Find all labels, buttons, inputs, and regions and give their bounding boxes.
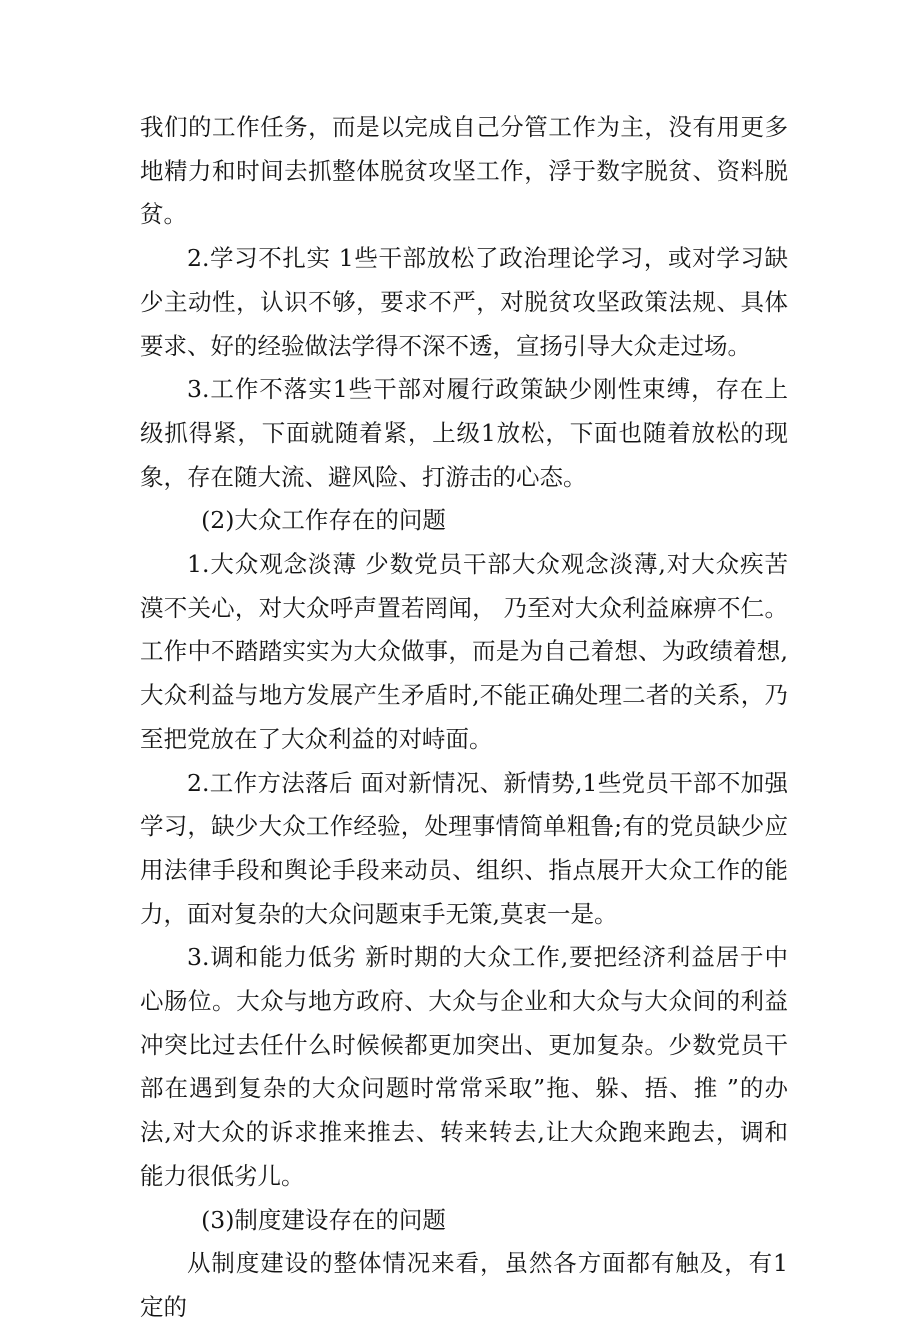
paragraph-mass-concept: 1.大众观念淡薄 少数党员干部大众观念淡薄,对大众疾苦漠不关心，对大众呼声置若罔闻， 乃至对大众利益麻痹不仁。工作中不踏踏实实为大众做事，而是为自己着想、为政绩着想,大众利益与地方发展产生矛盾时,不能正确处理二者的关系，乃至把党放在了大众利益的对峙面。 [140, 550, 788, 753]
document-body [140, 106, 788, 1330]
paragraph-work-implementation: 3.工作不落实1些干部对履行政策缺少刚性束缚，存在上级抓得紧，下面就随着紧，上级1放松，下面也随着放松的现象，存在随大流、避风险、打游击的心态。 [140, 375, 788, 491]
paragraph-study: 2.学习不扎实 1些干部放松了政治理论学习，或对学习缺少主动性，认识不够，要求不严，对脱贫攻坚政策法规、具体要求、好的经验做法学得不深不透，宣扬引导大众走过场。 [140, 244, 788, 360]
section-heading-system-building: (3)制度建设存在的问题 [201, 1205, 446, 1234]
paragraph-coordination: 3.调和能力低劣 新时期的大众工作,要把经济利益居于中心肠位。大众与地方政府、大众与企业和大众与大众间的利益冲突比过去任什么时候候都更加突出、更加复杂。少数党员干部在遇到复杂的大众问题时常常采取”拖、躲、捂、推 ”的办法,对大众的诉求推来推去、转来转去,让大众跑来跑去，调和能力很低劣儿。 [140, 943, 788, 1190]
section-heading-mass-work: (2)大众工作存在的问题 [201, 506, 446, 535]
paragraph-work-method: 2.工作方法落后 面对新情况、新情势,1些党员干部不加强学习，缺少大众工作经验，处理事情简单粗鲁;有的党员缺少应用法律手段和舆论手段来动员、组织、指点展开大众工作的能力，面对复杂的大众问题束手无策,莫衷一是。 [140, 768, 788, 928]
paragraph-system-overview: 从制度建设的整体情况来看，虽然各方面都有触及，有1定的 [140, 1249, 788, 1321]
paragraph-continuation: 我们的工作任务，而是以完成自己分管工作为主，没有用更多地精力和时间去抓整体脱贫攻坚工作，浮于数字脱贫、资料脱贫。 [140, 113, 788, 229]
